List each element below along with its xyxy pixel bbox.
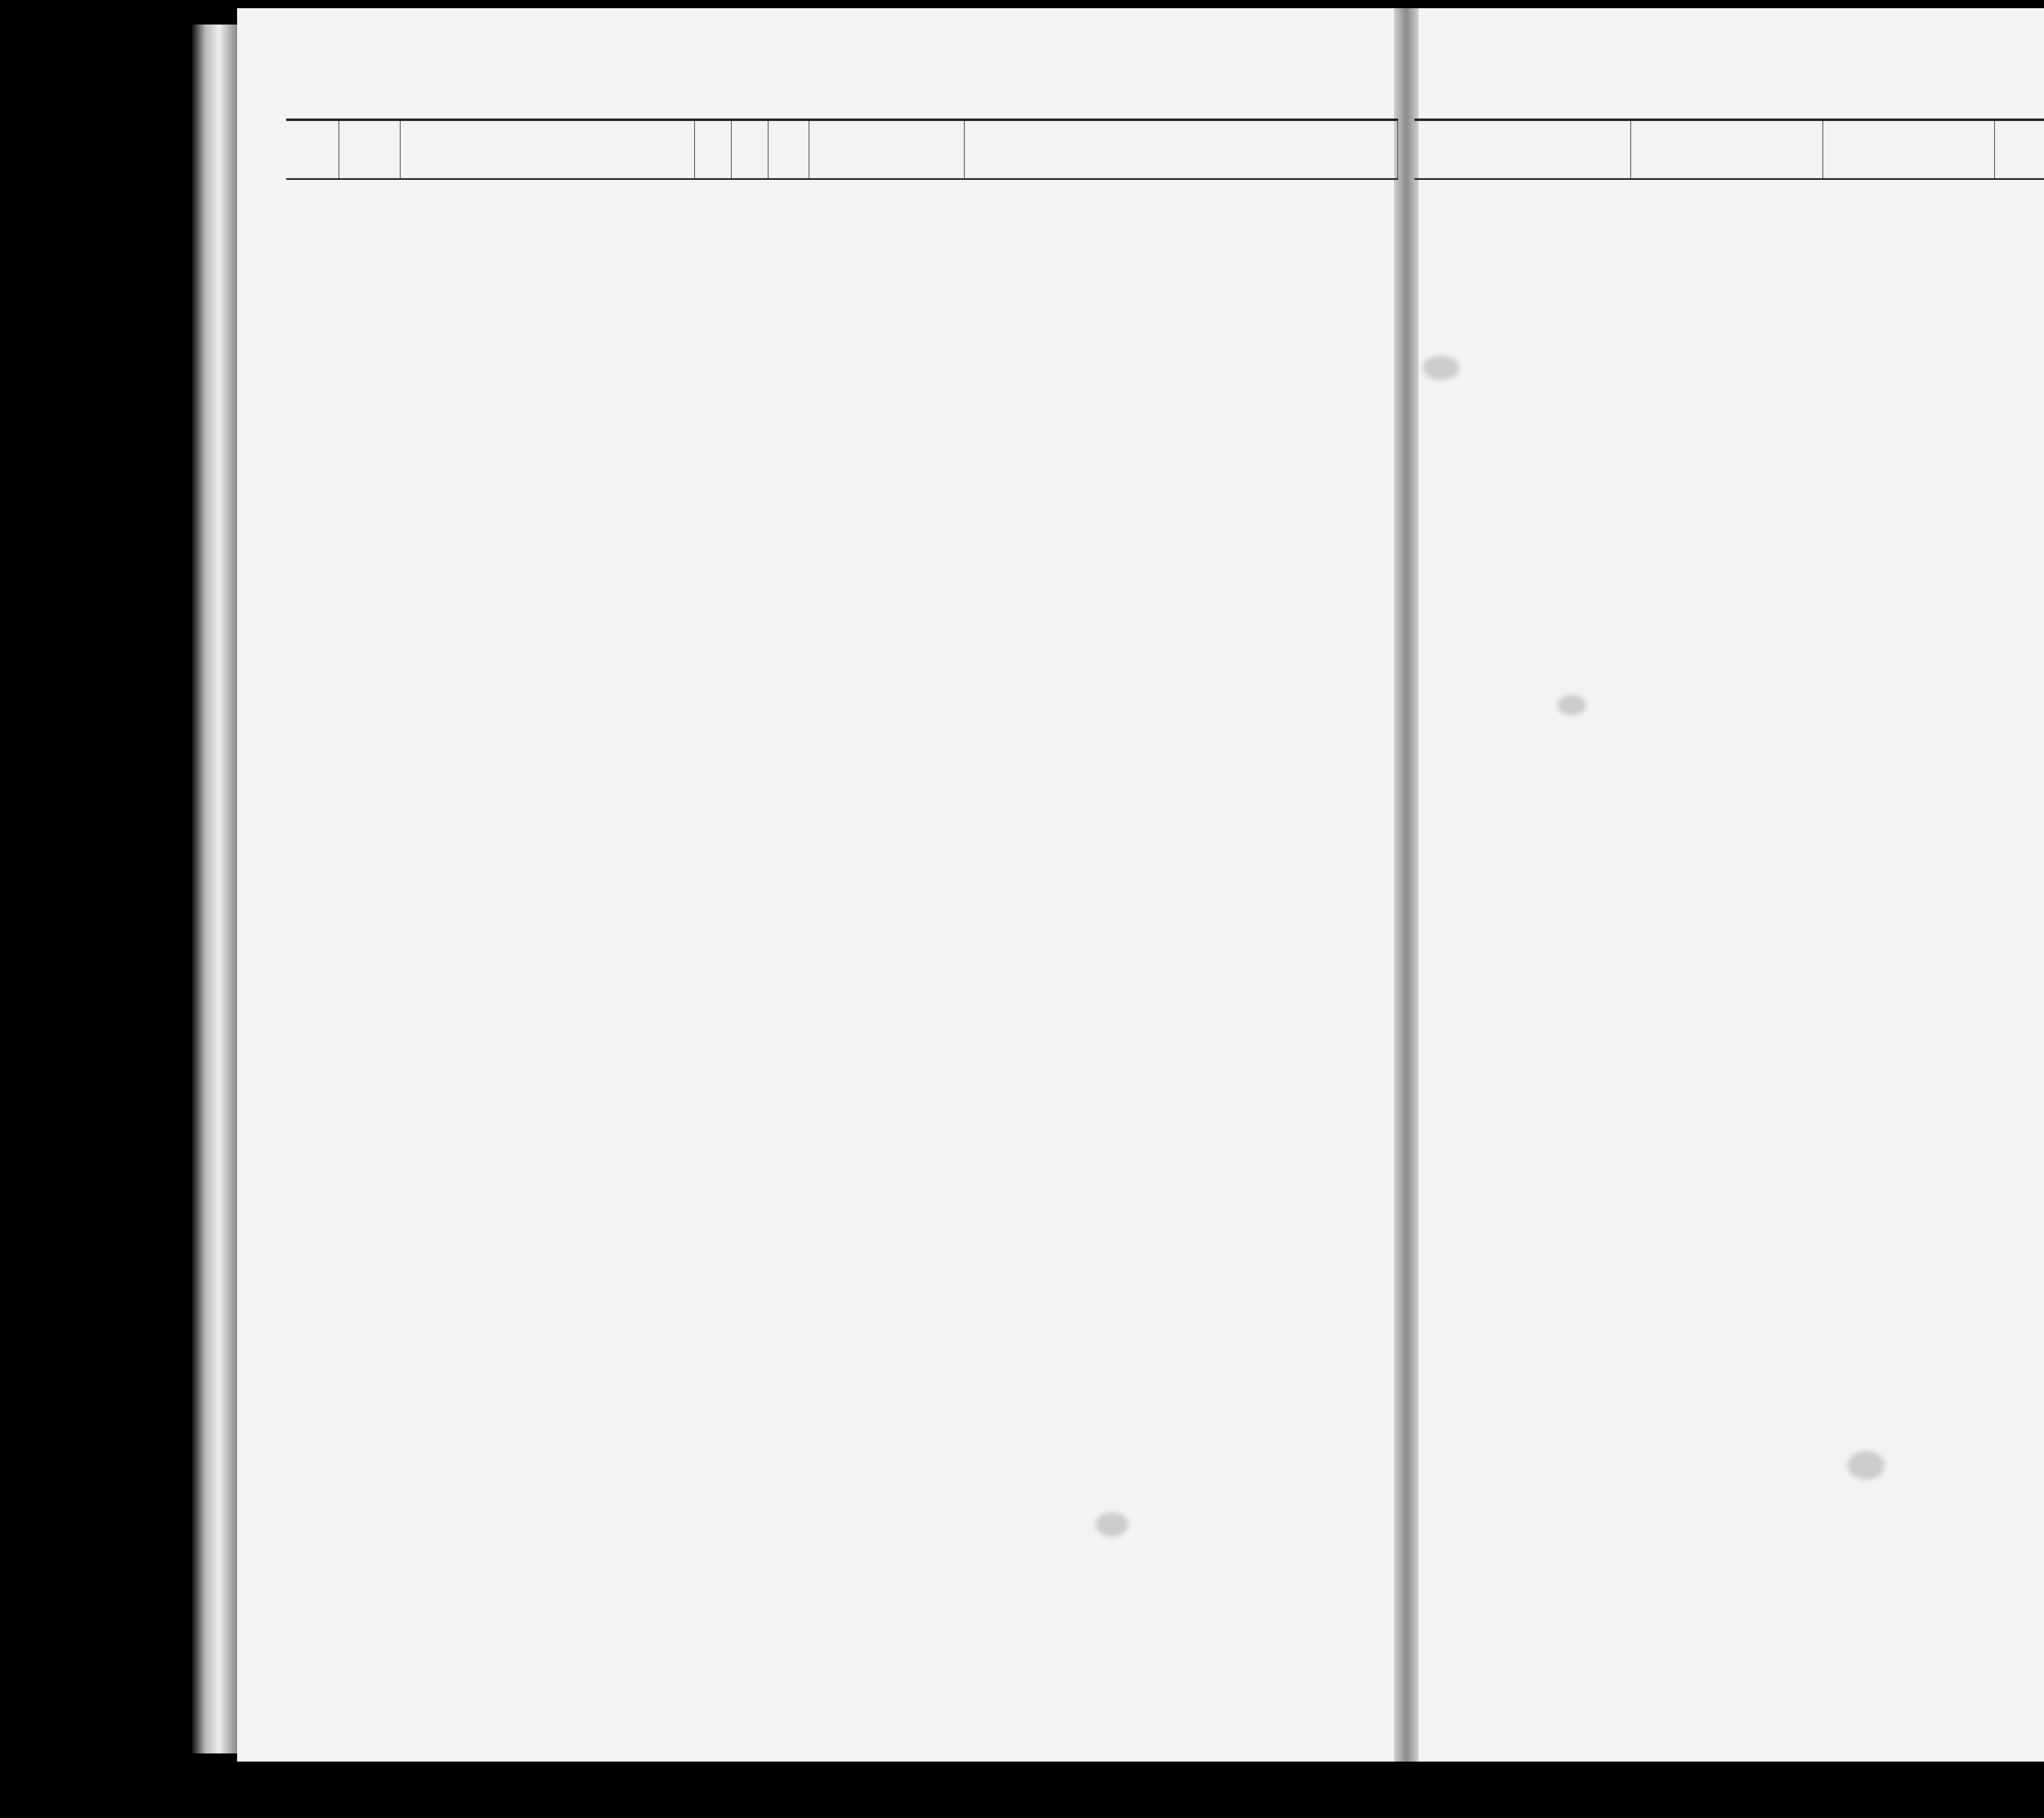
book-gutter	[1394, 8, 1419, 1762]
col-header-name	[401, 121, 695, 178]
left-page	[237, 8, 1406, 1762]
stain	[1423, 356, 1459, 380]
book-edge-left	[192, 25, 237, 1753]
col-header-occupation	[1631, 121, 1823, 178]
col-header-bp-father	[1823, 121, 1995, 178]
stain	[1558, 695, 1586, 715]
left-header-row	[286, 119, 1398, 180]
right-header-row	[1414, 119, 2044, 180]
col-header-residence	[1414, 121, 1631, 178]
col-header-parents	[965, 121, 1398, 178]
col-header-condition	[769, 121, 809, 178]
col-header-place	[809, 121, 965, 178]
col-header-sex	[695, 121, 732, 178]
col-header-date	[339, 121, 401, 178]
stain	[1096, 1512, 1128, 1537]
col-header-color	[732, 121, 769, 178]
stain	[1848, 1451, 1885, 1480]
col-header-bp-mother	[1995, 121, 2044, 178]
col-header-no	[286, 121, 339, 178]
right-page	[1406, 8, 2044, 1762]
